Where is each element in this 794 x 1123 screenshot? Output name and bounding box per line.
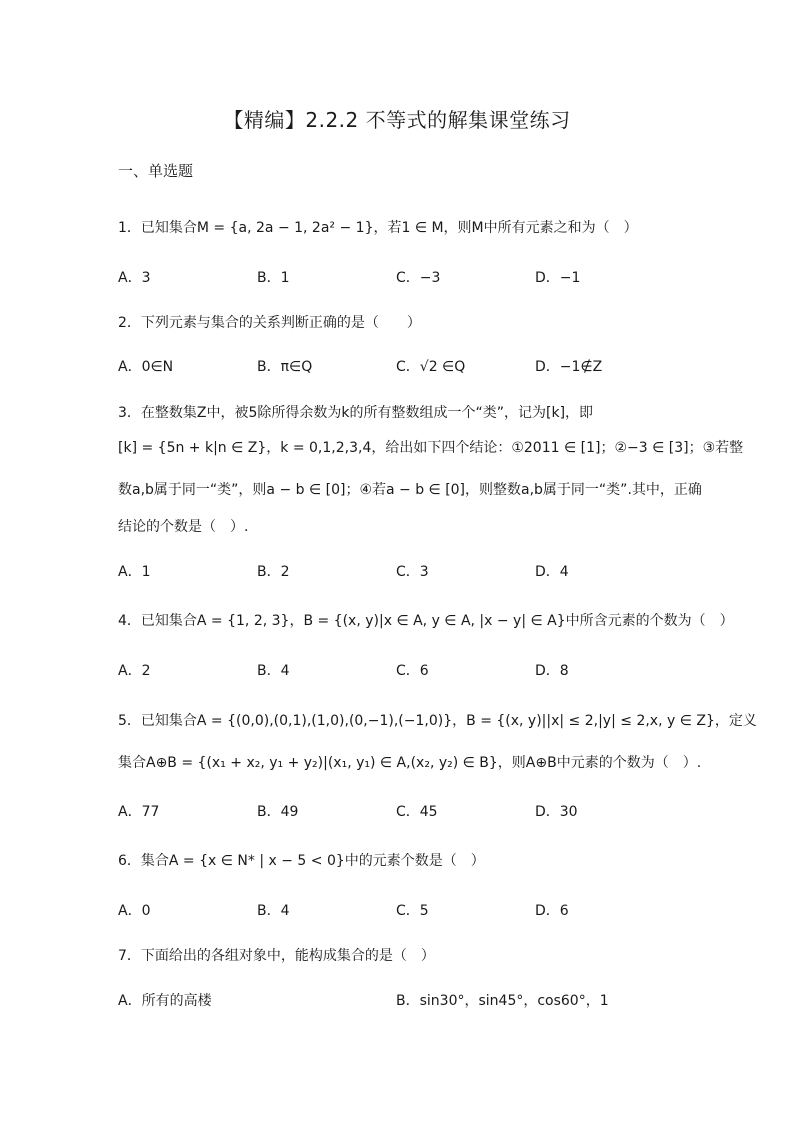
option-d[interactable]: D．6 [535, 903, 569, 919]
option-a[interactable]: A．0 [118, 903, 151, 919]
option-b[interactable]: B．1 [257, 270, 290, 286]
option-c[interactable]: C．√2 ∈Q [396, 359, 466, 375]
option-a[interactable]: A．所有的高楼 [118, 993, 212, 1009]
question-4-stem: 4．已知集合A = {1, 2, 3}，B = {(x, y)|x ∈ A, y ∈ A, |x − y| ∈ A}中所含元素的个数为（ ） [118, 613, 734, 629]
option-d[interactable]: D．−1 [535, 270, 581, 286]
option-b[interactable]: B．4 [257, 663, 290, 679]
question-5-stem-line-2: 集合A⊕B = {(x₁ + x₂, y₁ + y₂)|(x₁, y₁) ∈ A,(x₂, y₂) ∈ B}，则A⊕B中元素的个数为（ ）. [118, 755, 702, 771]
option-b[interactable]: B．sin30°，sin45°，cos60°，1 [396, 993, 609, 1009]
option-c[interactable]: C．−3 [396, 270, 441, 286]
question-1-stem: 1．已知集合M = {a, 2a − 1, 2a² − 1}，若1 ∈ M，则M中所有元素之和为（ ） [118, 220, 638, 236]
option-d[interactable]: D．4 [535, 564, 569, 580]
option-d[interactable]: D．30 [535, 804, 578, 820]
option-b[interactable]: B．49 [257, 804, 299, 820]
question-7-stem: 7．下面给出的各组对象中，能构成集合的是（ ） [118, 948, 435, 964]
option-a[interactable]: A．2 [118, 663, 151, 679]
option-b[interactable]: B．π∈Q [257, 359, 313, 375]
option-c[interactable]: C．45 [396, 804, 438, 820]
question-3-stem-line-2: [k] = {5n + k|n ∈ Z}，k = 0,1,2,3,4，给出如下四个结论：①2011 ∈ [1]；②−3 ∈ [3]；③若整 [118, 440, 744, 456]
question-3-stem-line-3: 数a,b属于同一“类”，则a − b ∈ [0]；④若a − b ∈ [0]，则整数a,b属于同一“类”.其中，正确 [118, 482, 702, 498]
question-3-stem-line-1: 3．在整数集Z中，被5除所得余数为k的所有整数组成一个“类”，记为[k]，即 [118, 405, 594, 421]
option-d[interactable]: D．8 [535, 663, 569, 679]
option-a[interactable]: A．0∈N [118, 359, 174, 375]
option-d[interactable]: D．−1∉Z [535, 359, 603, 375]
question-3-stem-line-4: 结论的个数是（ ）. [118, 519, 249, 535]
question-6-stem: 6．集合A = {x ∈ N* | x − 5 < 0}中的元素个数是（ ） [118, 853, 485, 869]
option-a[interactable]: A．1 [118, 564, 151, 580]
option-a[interactable]: A．77 [118, 804, 160, 820]
option-c[interactable]: C．5 [396, 903, 429, 919]
question-5-stem-line-1: 5．已知集合A = {(0,0),(0,1),(1,0),(0,−1),(−1,0)}，B = {(x, y)||x| ≤ 2,|y| ≤ 2,x, y ∈ Z}，定义 [118, 713, 757, 729]
option-b[interactable]: B．2 [257, 564, 290, 580]
section-heading: 一、单选题 [118, 162, 194, 180]
option-c[interactable]: C．3 [396, 564, 429, 580]
option-a[interactable]: A．3 [118, 270, 151, 286]
option-b[interactable]: B．4 [257, 903, 290, 919]
option-c[interactable]: C．6 [396, 663, 429, 679]
question-2-stem: 2．下列元素与集合的关系判断正确的是（ ） [118, 315, 421, 331]
page-title: 【精编】2.2.2 不等式的解集课堂练习 [223, 108, 571, 132]
